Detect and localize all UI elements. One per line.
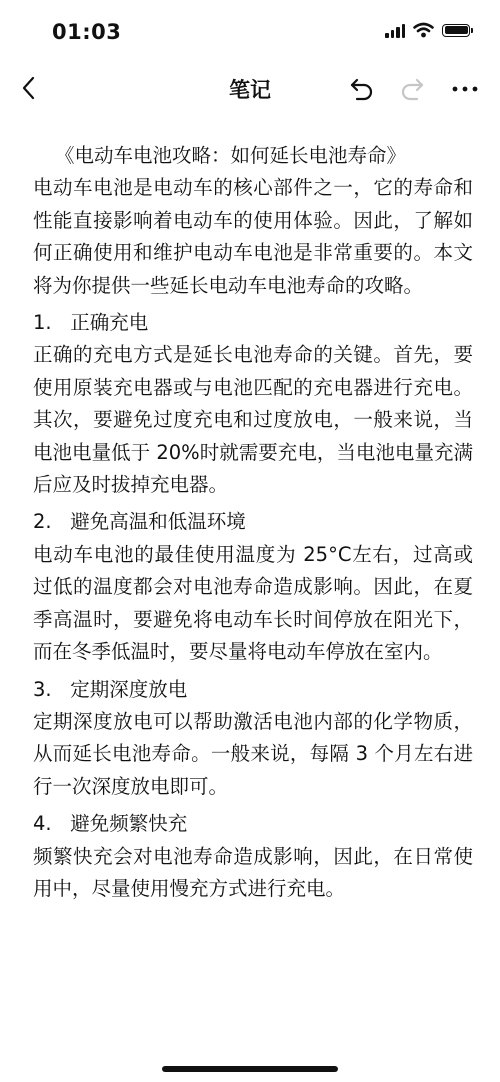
more-options-icon[interactable] [450,74,480,102]
note-intro: 电动车电池是电动车的核心部件之一，它的寿命和性能直接影响着电动车的使用体验。因此，了解如何正确使用和维护电动车电池是非常重要的。本文将为你提供一些延长电动车电池寿命的攻略。 [33,176,473,297]
wifi-icon [413,22,434,38]
redo-icon [398,74,426,102]
page-title: 笔记 [229,78,271,102]
section-body-1: 正确的充电方式是延长电池寿命的关键。首先，要使用原装充电器或与电池匹配的充电器进行充电。其次，要避免过度充电和过度放电，一般来说，当电池电量低于 20%时就需要充电，当电池电量充满后应及时拔掉充电器。 [33,343,473,497]
status-time: 01:03 [52,20,122,44]
section-heading-4: 4. 避免频繁快充 [33,812,188,836]
battery-icon [442,24,470,37]
undo-icon[interactable] [348,74,376,102]
note-body[interactable] [33,140,473,910]
section-heading-2: 2. 避免高温和低温环境 [33,510,246,534]
cellular-signal-icon [385,22,405,38]
section-heading-1: 1. 正确充电 [33,311,149,335]
section-heading-3: 3. 定期深度放电 [33,677,188,701]
section-body-3: 定期深度放电可以帮助激活电池内部的化学物质，从而延长电池寿命。一般来说，每隔 3 个月左右进行一次深度放电即可。 [33,709,473,798]
section-body-4: 频繁快充会对电池寿命造成影响，因此，在日常使用中，尽量使用慢充方式进行充电。 [33,844,473,900]
status-bar [0,0,500,66]
section-body-2: 电动车电池的最佳使用温度为 25°C左右，过高或过低的温度都会对电池寿命造成影响。因此，在夏季高温时，要避免将电动车长时间停放在阳光下，而在冬季低温时，要尽量将电动车停放在室内。 [33,542,473,664]
nav-bar [0,66,500,112]
note-title: 《电动车电池攻略：如何延长电池寿命》 [55,144,407,167]
status-icons [385,22,470,38]
home-indicator [162,1066,338,1072]
